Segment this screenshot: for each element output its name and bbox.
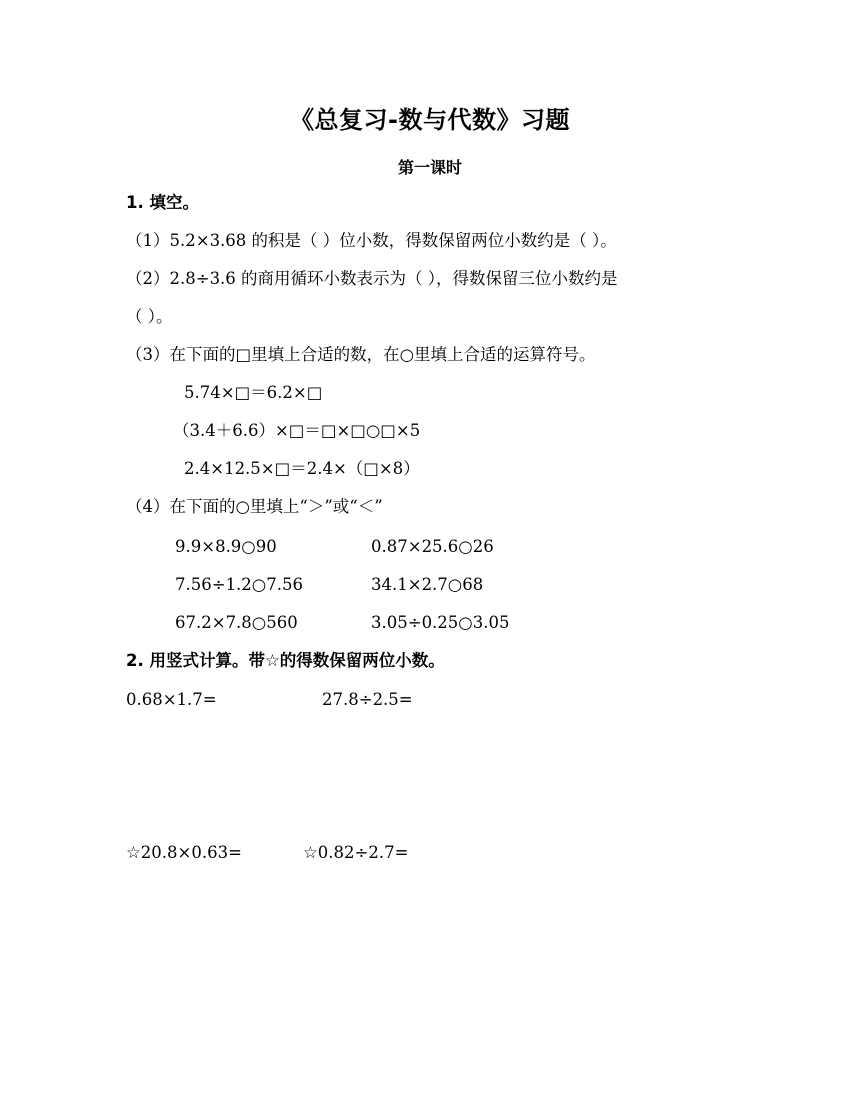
q4-item: 34.1×2.7○68 xyxy=(371,575,484,594)
question-4: （4）在下面的○里填上“＞”或“＜” xyxy=(126,497,383,516)
question-2-line2: （ ）。 xyxy=(126,307,173,326)
q4-item: 7.56÷1.2○7.56 xyxy=(175,575,303,594)
section1-heading: 1. 填空。 xyxy=(126,193,199,212)
q4-item: 67.2×7.8○560 xyxy=(175,613,298,632)
lesson-subtitle: 第一课时 xyxy=(397,158,462,177)
question-2-line1: （2）2.8÷3.6 的商用循环小数表示为（ ），得数保留三位小数约是 xyxy=(126,269,618,288)
q4-item: 9.9×8.9○90 xyxy=(175,537,277,556)
calc-problem-starred: ☆20.8×0.63= xyxy=(126,843,242,862)
page-title: 《总复习-数与代数》习题 xyxy=(290,106,570,134)
question-3: （3）在下面的□里填上合适的数，在○里填上合适的运算符号。 xyxy=(126,345,596,364)
q3-item-2: （3.4＋6.6）×□＝□×□○□×5 xyxy=(173,421,421,440)
calc-problem: 27.8÷2.5= xyxy=(322,690,413,709)
q3-item-3: 2.4×12.5×□＝2.4×（□×8） xyxy=(184,459,420,478)
calc-problem-starred: ☆0.82÷2.7= xyxy=(303,843,409,862)
section2-heading: 2. 用竖式计算。带☆的得数保留两位小数。 xyxy=(126,651,445,670)
q4-item: 0.87×25.6○26 xyxy=(371,537,494,556)
q4-item: 3.05÷0.25○3.05 xyxy=(371,613,510,632)
question-1: （1）5.2×3.68 的积是（ ）位小数，得数保留两位小数约是（ ）。 xyxy=(126,231,617,250)
calc-problem: 0.68×1.7= xyxy=(126,690,217,709)
q3-item-1: 5.74×□＝6.2×□ xyxy=(184,383,323,402)
